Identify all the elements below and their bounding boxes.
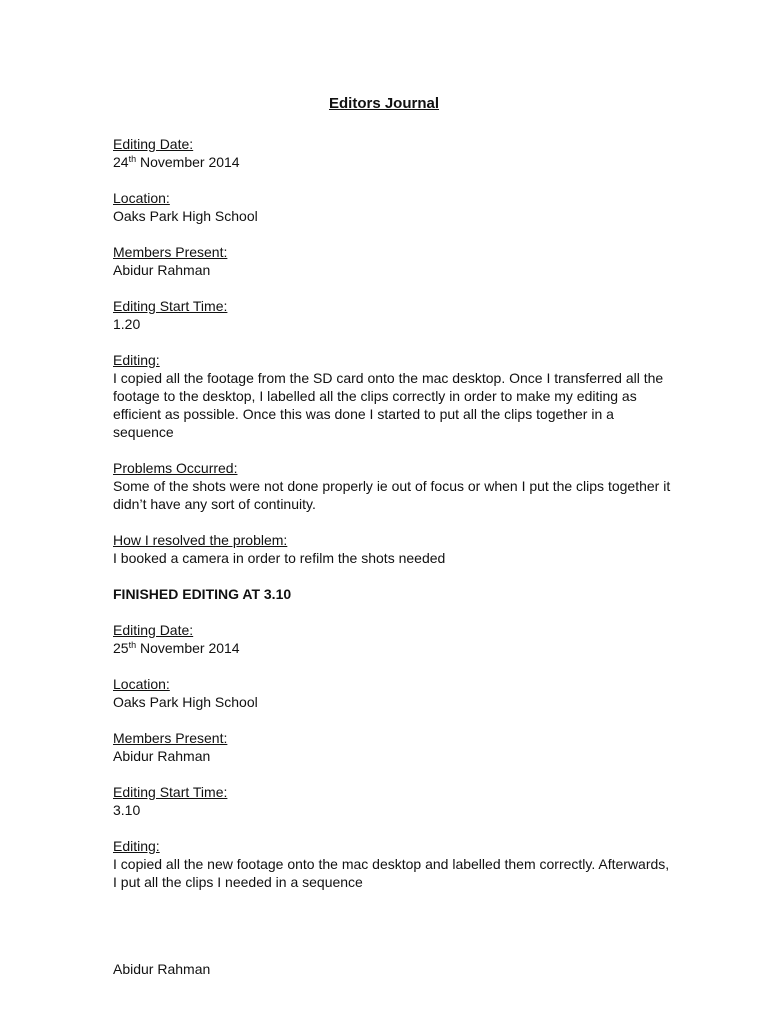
entry1-resolved — [113, 531, 673, 567]
editing-value: I copied all the new footage onto the mac desktop and labelled them correctly. Afterwards, I put all the clips I needed in a sequence — [113, 856, 670, 890]
editing-date-day: 25 — [113, 640, 129, 656]
start-time-label: Editing Start Time: — [113, 298, 228, 314]
members-value: Abidur Rahman — [113, 262, 211, 278]
page-title: Editors Journal — [328, 95, 440, 112]
location-label: Location: — [113, 190, 170, 206]
entry2-editing-date — [113, 621, 673, 657]
editing-date-label: Editing Date: — [113, 622, 194, 638]
editing-date-day: 24 — [113, 154, 129, 170]
start-time-label: Editing Start Time: — [113, 784, 228, 800]
location-label: Location: — [113, 676, 170, 692]
editing-date-value — [113, 153, 673, 171]
finished-editing-text: FINISHED EDITING AT 3.10 — [113, 586, 292, 602]
members-label: Members Present: — [113, 244, 228, 260]
entry1-location — [113, 189, 673, 225]
editing-date-label: Editing Date: — [113, 136, 194, 152]
start-time-value: 3.10 — [113, 802, 141, 818]
resolved-label: How I resolved the problem: — [113, 532, 288, 548]
editing-date-suffix: th — [128, 154, 137, 165]
members-label: Members Present: — [113, 730, 228, 746]
entry1-editing — [113, 351, 673, 441]
entry2-start-time — [113, 783, 673, 819]
problems-value: Some of the shots were not done properly ie out of focus or when I put the clips together it didn’t have any sort of continuity. — [113, 478, 671, 512]
entry1-start-time — [113, 297, 673, 333]
signature-name: Abidur Rahman — [113, 961, 211, 977]
editing-value: I copied all the footage from the SD card onto the mac desktop. Once I transferred all the footage to the desktop, I labelled all the clips correctly in order to make my editing as efficient as possible. Once this was done I started to put all the clips together in a sequence — [113, 370, 664, 440]
location-value: Oaks Park High School — [113, 208, 258, 224]
entry1-problems — [113, 459, 673, 513]
entry2-members — [113, 729, 673, 765]
journal-content — [113, 135, 673, 909]
start-time-value: 1.20 — [113, 316, 141, 332]
entry1-editing-date — [113, 135, 673, 171]
entry2-location — [113, 675, 673, 711]
editing-label: Editing: — [113, 352, 160, 368]
editing-date-rest: November 2014 — [136, 640, 240, 656]
editing-date-suffix: th — [128, 640, 137, 651]
members-value: Abidur Rahman — [113, 748, 211, 764]
entry1-members — [113, 243, 673, 279]
editing-date-value — [113, 639, 673, 657]
location-value: Oaks Park High School — [113, 694, 258, 710]
resolved-value: I booked a camera in order to refilm the shots needed — [113, 550, 446, 566]
editing-label: Editing: — [113, 838, 160, 854]
editing-date-rest: November 2014 — [136, 154, 240, 170]
problems-label: Problems Occurred: — [113, 460, 238, 476]
entry2-editing — [113, 837, 673, 891]
